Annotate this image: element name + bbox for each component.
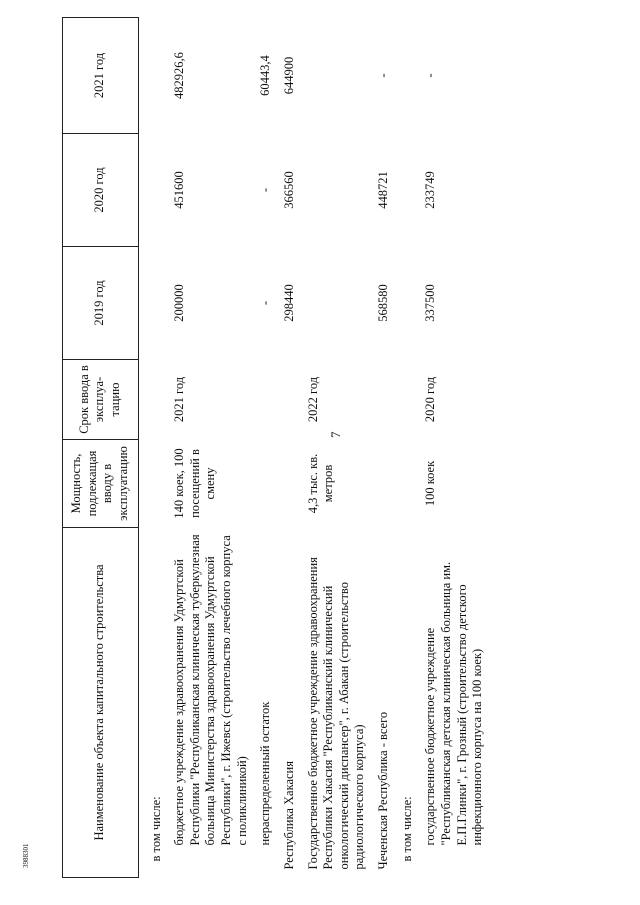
row-2020: -: [258, 187, 273, 193]
header-2020: 2020 год: [63, 134, 139, 247]
table-header-row: [63, 18, 139, 878]
rotated-table-container: [62, 18, 552, 878]
row-2020: [302, 134, 373, 247]
row-capacity: [396, 440, 420, 528]
row-2019: 298440: [281, 284, 296, 322]
row-2021: [396, 18, 420, 134]
row-2019: -: [258, 300, 273, 306]
row-capacity: 4,3 тыс. кв. метров: [305, 453, 336, 514]
row-2021: 644900: [281, 56, 296, 95]
row-term: [396, 360, 420, 440]
row-name: в том числе:: [148, 796, 163, 862]
row-2019: [302, 247, 373, 360]
row-capacity: [254, 440, 278, 528]
row-capacity: 100 коек: [423, 460, 438, 507]
row-2020: [138, 134, 168, 247]
row-term: [254, 360, 278, 440]
capital-construction-table: [62, 17, 490, 878]
row-2021: 482926,6: [172, 52, 187, 99]
header-capacity: Мощность, подлежащая вводу в эксплуатацию: [63, 440, 139, 528]
row-2021: 60443,4: [258, 55, 273, 96]
row-term: [372, 360, 396, 440]
header-2019: 2019 год: [63, 247, 139, 360]
table-row: [138, 18, 168, 878]
row-2021: -: [376, 73, 390, 78]
row-2020: 233749: [423, 171, 438, 209]
page-number: 7: [328, 431, 343, 438]
row-name: нераспределенный остаток: [258, 701, 273, 846]
row-2020: 448721: [376, 171, 390, 209]
row-2019: 337500: [423, 284, 438, 322]
row-2019: [396, 247, 420, 360]
row-term: 2020 год: [423, 376, 438, 423]
row-2020: 451600: [172, 171, 187, 209]
row-2021: -: [423, 73, 438, 78]
table-row: [396, 18, 420, 878]
header-2021: 2021 год: [63, 18, 139, 134]
row-2019: [138, 247, 168, 360]
row-name: Республика Хакасия: [281, 761, 296, 870]
row-capacity: [138, 440, 168, 528]
table-row: [254, 18, 278, 878]
header-name: Наименование объекта капитального строительства: [63, 528, 139, 878]
row-capacity: [372, 440, 396, 528]
row-term: 2021 год: [172, 376, 187, 423]
row-term: 2022 год: [305, 376, 320, 423]
table-row: [168, 18, 254, 878]
row-term: [138, 360, 168, 440]
row-2020: [396, 134, 420, 247]
row-term: [278, 360, 302, 440]
row-2020: 366560: [281, 171, 296, 209]
table-row: [302, 18, 373, 878]
table-row: [278, 18, 302, 878]
row-2019: 200000: [172, 284, 187, 322]
row-name: бюджетное учреждение здравоохранения Удмуртской Республики "Республиканская клиническая туберкулезная больница Министерства здравоохранения Удмуртской Республики", г. Ижевск (строительство лечебного корпуса с поликлиникой): [172, 534, 249, 846]
row-2021: [302, 18, 373, 134]
table-row: [419, 18, 490, 878]
table-row: [372, 18, 396, 878]
row-name: в том числе:: [399, 796, 414, 862]
row-capacity: [278, 440, 302, 528]
row-capacity: 140 коек, 100 посещений в смену: [172, 448, 218, 519]
row-2019: 568580: [376, 284, 390, 322]
row-name: государственное бюджетное учреждение "Республиканская детская клиническая больница им. Е.П.Глинки", г. Грозный (строительство детского инфекционного корпуса на 100 коек): [423, 561, 485, 846]
row-name: Чеченская Республика - всего: [376, 711, 390, 870]
row-name: Государственное бюджетное учреждение здравоохранения Республики Хакасия "Республиканский клинический онкологический диспансер", г. Абакан (строительство радиологического корпуса): [305, 557, 367, 870]
header-term: Срок ввода в эксплуа- тацию: [63, 360, 139, 440]
document-id: 3988301: [22, 843, 30, 868]
row-2021: [138, 18, 168, 134]
